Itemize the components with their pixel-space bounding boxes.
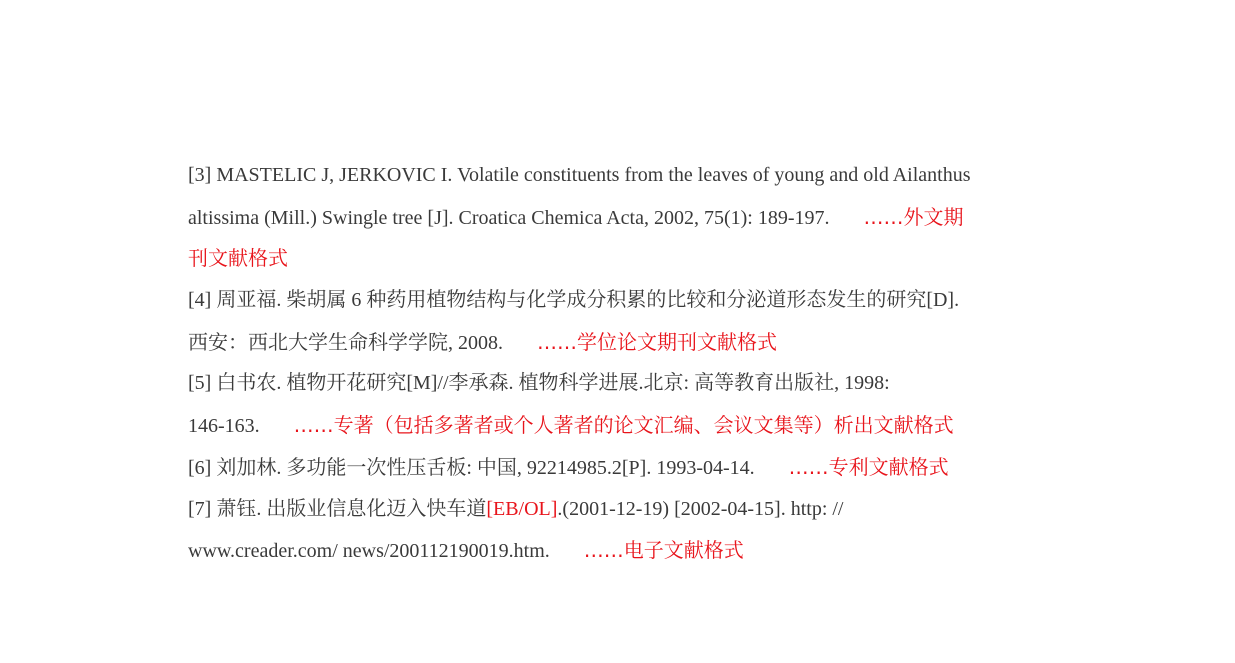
ref-3-line-3 — [188, 238, 1068, 280]
ref-url: www.creader.com/ news/200112190019.htm. — [188, 540, 550, 563]
reference-list — [188, 155, 1068, 572]
ref-text: [5] 白书农. 植物开花研究[M]//李承森. 植物科学进展.北京: 高等教育出版社, 1998: — [188, 372, 890, 395]
ref-text: [3] MASTELIC J, JERKOVIC I. Volatile constituents from the leaves of young and old Ailanthus — [188, 164, 971, 186]
ref-4-line-2 — [188, 322, 1068, 364]
ref-text: [4] 周亚福. 柴胡属 6 种药用植物结构与化学成分积累的比较和分泌道形态发生的研究[D]. — [188, 289, 960, 312]
ref-text: altissima (Mill.) Swingle tree [J]. Croatica Chemica Acta, 2002, 75(1): 189-197. — [188, 206, 830, 229]
format-annotation: 刊文献格式 — [188, 246, 288, 271]
ref-text: 146-163. — [188, 415, 260, 438]
format-annotation: ……专著（包括多著者或个人著者的论文汇编、会议文集等）析出文献格式 — [293, 413, 954, 438]
ref-5-line-1 — [188, 363, 1068, 405]
doc-type-code: [EB/OL] — [486, 497, 558, 520]
ref-3-line-1 — [188, 155, 1068, 197]
ref-text: 西安：西北大学生命科学学院, 2008. — [188, 331, 503, 354]
format-annotation: ……专利文献格式 — [788, 454, 949, 479]
format-annotation: ……电子文献格式 — [583, 538, 744, 563]
format-annotation: ……外文期 — [863, 204, 964, 229]
format-annotation: ……学位论文期刊文献格式 — [537, 329, 777, 354]
ref-text: [7] 萧钰. 出版业信息化迈入快车道 — [188, 497, 487, 520]
ref-7-line-2 — [188, 530, 1068, 572]
ref-5-line-2 — [188, 405, 1068, 447]
ref-4-line-1 — [188, 280, 1068, 322]
ref-6-line-1 — [188, 447, 1068, 489]
ref-3-line-2 — [188, 197, 1068, 239]
ref-text: [6] 刘加林. 多功能一次性压舌板: 中国, 92214985.2[P]. 1993-04-14. — [188, 456, 755, 479]
ref-text: .(2001-12-19) [2002-04-15]. http: // — [557, 497, 844, 520]
ref-7-line-1 — [188, 489, 1068, 531]
